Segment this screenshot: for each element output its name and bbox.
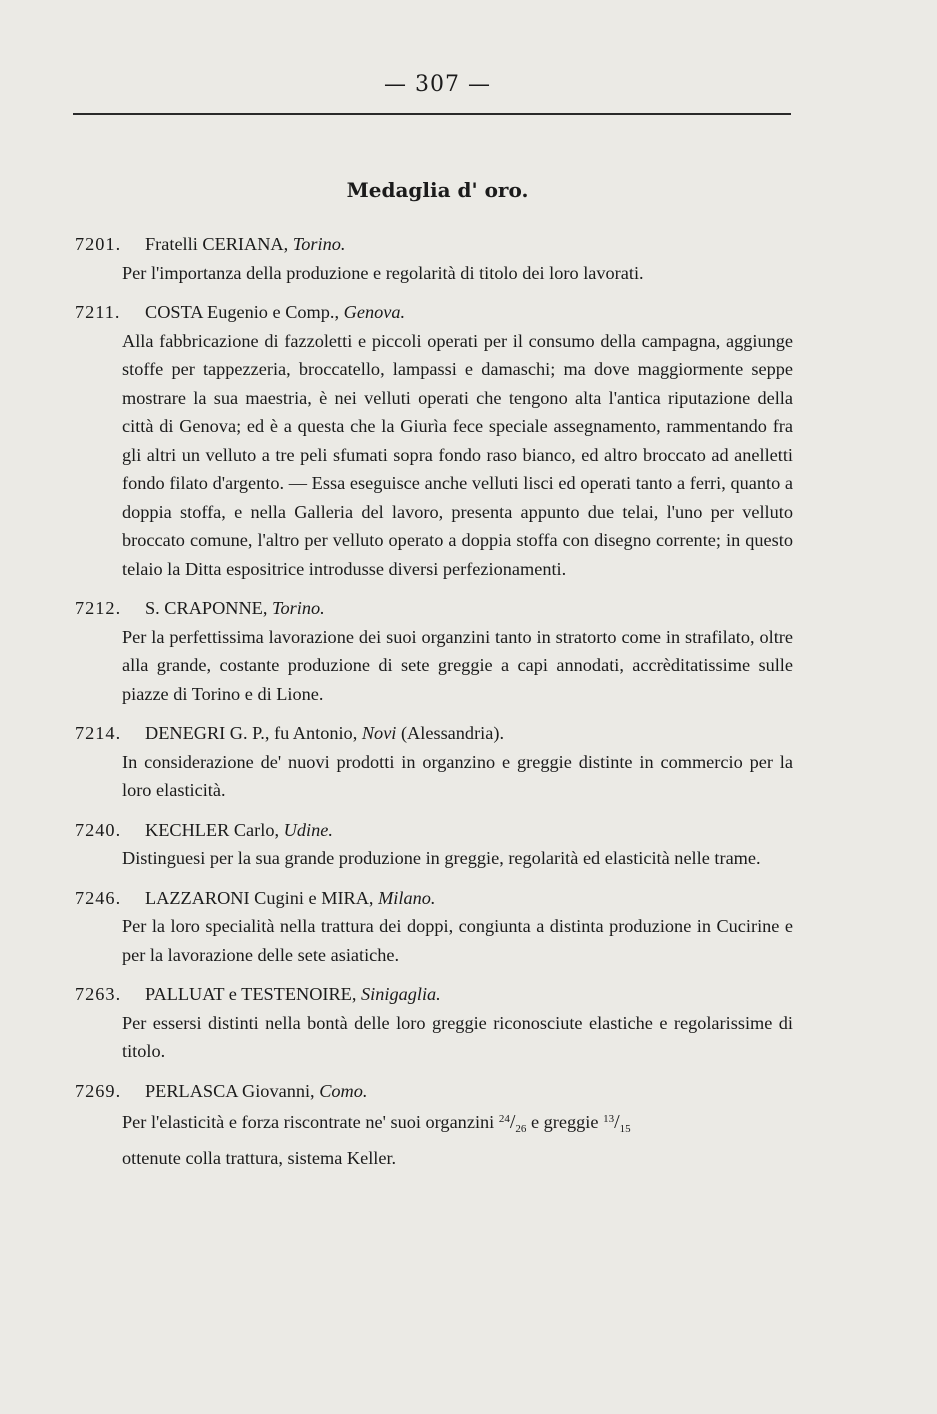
header-rule [73, 113, 791, 115]
fraction: $^{13}/_{15}$ [603, 1111, 631, 1135]
entry-heading [75, 230, 793, 259]
entry-number: 7211. [75, 302, 121, 322]
award-entry [75, 298, 793, 583]
entry-text [75, 1105, 793, 1172]
entry-heading [75, 719, 793, 748]
section-title: Medaglia d' oro. [346, 178, 529, 202]
entry-text-part: ottenute colla trattura, sistema Keller. [122, 1147, 397, 1168]
entry-place: Genova. [343, 302, 406, 322]
entry-place: Milano. [378, 887, 436, 908]
entry-heading [75, 594, 793, 623]
entry-text: Per la loro specialità nella trattura dei doppi, congiunta a distinta produzione in Cucirine e per la lavorazione delle sete asiatiche. [122, 916, 793, 965]
award-entry [75, 980, 793, 1066]
entry-number: 7212. [75, 598, 122, 618]
entry-text: Alla fabbricazione di fazzoletti e piccoli operati per il consumo della campagna, aggiunge stoffe per tappezzeria, broccatello, lampassi e damaschi; ma dove maggiormente seppe mostrare la sua maestria, è nei velluti operati che tengono alta l'antica riputazione della città di Genova; ed è a questa che la Giurìa fece speciale assegnamento, rammentando fra gli altri un velluto a tre peli sfumati sopra fondo raso bianco, ed altro broccato ad anelletti fondo filato d'argento. — Essa eseguisce anche velluti lisci ed operati tanto a ferri, quanto a doppia stoffa, e nella Galleria del lavoro, presenta appunto due telai, l'uno per velluto broccato comune, l'altro per velluto operato a doppia stoffa con disegno corrente; in questo telaio la Ditta espositrice introdusse diversi perfezionamenti. [122, 330, 793, 579]
entry-name: LAZZARONI Cugini e MIRA, [145, 887, 374, 908]
entry-number: 7214. [75, 723, 122, 743]
entry-place: Torino. [292, 234, 346, 254]
award-entry [75, 816, 793, 873]
entry-text: Per la perfettissima lavorazione dei suoi organzini tanto in stratorto come in strafilato, oltre alla grande, costante produzione di sete greggie a capi annodati, accrèditatissime sulle piazze di Torino e di Lione. [122, 626, 793, 704]
entry-text: Per essersi distinti nella bontà delle loro greggie riconosciute elastiche e regolarissime di titolo. [122, 1012, 793, 1061]
entry-number: 7263. [75, 984, 122, 1004]
entry-text: Distinguesi per la sua grande produzione in greggie, regolarità ed elasticità nelle trame. [122, 848, 761, 868]
fraction-numerator: 24 [498, 1113, 510, 1125]
entry-name: S. CRAPONNE, [145, 598, 268, 618]
entry-name: DENEGRI G. P., fu Antonio, [145, 723, 358, 743]
award-list [75, 230, 793, 1183]
fraction-numerator: 13 [603, 1113, 615, 1125]
entry-name: COSTA Eugenio e Comp., [145, 302, 340, 322]
entry-text-part: e greggie [530, 1112, 599, 1132]
entry-number: 7246. [75, 887, 122, 908]
fraction-denominator: 15 [619, 1123, 631, 1135]
entry-text: Per l'importanza della produzione e regolarità di titolo dei loro lavorati. [122, 262, 644, 283]
page-number: — 307 — [384, 72, 491, 97]
entry-number: 7240. [75, 819, 122, 840]
entry-name: PERLASCA Giovanni, [145, 1080, 315, 1101]
award-entry [75, 719, 793, 805]
entry-place: Sinigaglia. [361, 984, 441, 1004]
entry-heading [75, 884, 793, 913]
entry-place: Udine. [283, 819, 333, 840]
entry-place-suffix: (Alessandria). [400, 723, 505, 743]
award-entry [75, 884, 793, 970]
entry-number: 7269. [75, 1080, 122, 1101]
award-entry [75, 230, 793, 287]
entry-name: PALLUAT e TESTENOIRE, [145, 984, 357, 1004]
entry-heading [75, 298, 793, 327]
entry-place: Como. [319, 1080, 368, 1101]
entry-heading [75, 1077, 793, 1106]
entry-text: In considerazione de' nuovi prodotti in organzino e greggie distinte in commercio per la loro elasticità. [122, 751, 793, 800]
entry-heading [75, 816, 793, 845]
award-entry [75, 594, 793, 708]
entry-name: KECHLER Carlo, [145, 819, 280, 840]
entry-place: Novi [361, 723, 397, 743]
entry-name: Fratelli CERIANA, [145, 234, 289, 254]
entry-text-part: Per l'elasticità e forza riscontrate ne' suoi organzini [122, 1112, 495, 1132]
entry-place: Torino. [272, 598, 325, 618]
award-entry [75, 1077, 793, 1173]
entry-heading [75, 980, 793, 1009]
fraction: $^{24}/_{26}$ [498, 1111, 527, 1135]
entry-number: 7201. [75, 234, 122, 254]
fraction-denominator: 26 [515, 1123, 527, 1135]
